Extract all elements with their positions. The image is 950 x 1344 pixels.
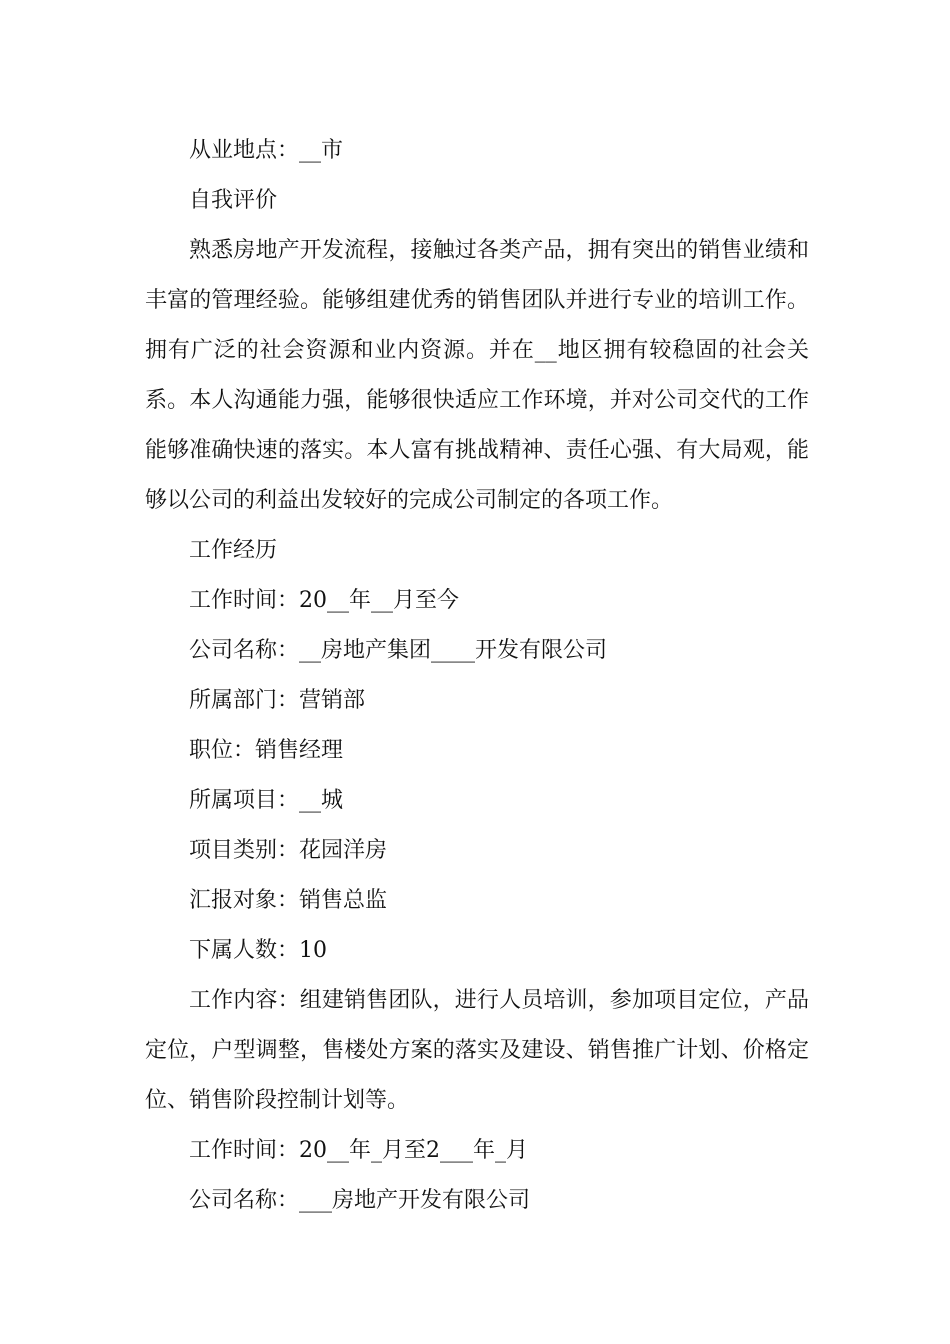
job1-report-to: 汇报对象：销售总监 — [189, 888, 388, 913]
document-body — [145, 126, 809, 1226]
job2-time: 工作时间：20__年_月至2___年_月 — [189, 1138, 528, 1163]
job1-position: 职位：销售经理 — [189, 738, 344, 763]
work-experience-heading: 工作经历 — [189, 538, 278, 563]
job1-project-type: 项目类别：花园洋房 — [189, 838, 388, 863]
job1-department: 所属部门：营销部 — [189, 688, 366, 713]
job1-subordinates: 下属人数：10 — [189, 938, 327, 963]
job2-company: 公司名称：___房地产开发有限公司 — [189, 1188, 531, 1213]
job1-company: 公司名称：__房地产集团____开发有限公司 — [189, 638, 608, 663]
job1-time: 工作时间：20__年__月至今 — [189, 588, 459, 613]
self-evaluation-heading: 自我评价 — [189, 188, 278, 213]
work-location-line: 从业地点：__市 — [189, 138, 344, 163]
self-evaluation-paragraph: 熟悉房地产开发流程，接触过各类产品，拥有突出的销售业绩和丰富的管理经验。能够组建优秀的销售团队并进行专业的培训工作。拥有广泛的社会资源和业内资源。并在__地区拥有较稳固的社会关系。本人沟通能力强，能够很快适应工作环境，并对公司交代的工作能够准确快速的落实。本人富有挑战精神、责任心强、有大局观，能够以公司的利益出发较好的完成公司制定的各项工作。 — [145, 238, 809, 513]
job1-content-paragraph: 工作内容：组建销售团队，进行人员培训，参加项目定位，产品定位，户型调整，售楼处方案的落实及建设、销售推广计划、价格定位、销售阶段控制计划等。 — [145, 988, 809, 1113]
job1-project: 所属项目：__城 — [189, 788, 344, 813]
